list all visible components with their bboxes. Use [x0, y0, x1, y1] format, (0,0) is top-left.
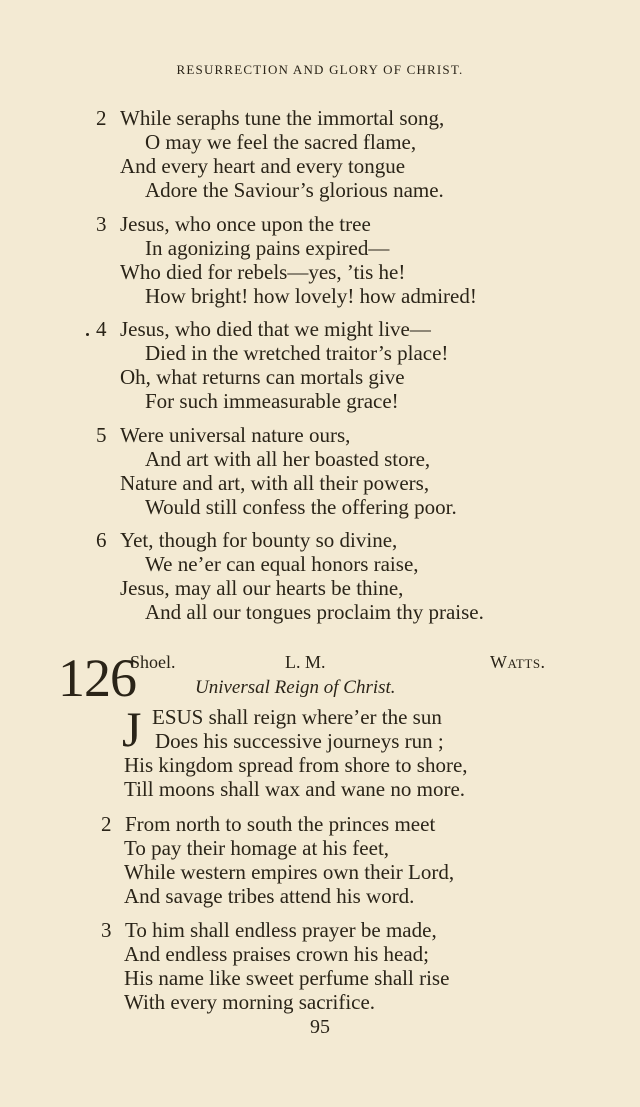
- verse-number: 4: [96, 317, 107, 341]
- verse-number: 3: [101, 918, 112, 942]
- hymn-number: 126: [58, 648, 136, 708]
- hymn-title: Universal Reign of Christ.: [195, 677, 396, 698]
- verse-line: ESUS shall reign where’er the sun: [152, 705, 442, 729]
- margin-mark: [86, 333, 89, 336]
- verse-line: How bright! how lovely! how admired!: [145, 284, 477, 308]
- verse-number: 5: [96, 423, 107, 447]
- tune-name: Shoel.: [130, 652, 176, 672]
- verse-line: O may we feel the sacred flame,: [145, 130, 417, 154]
- verse-line: To him shall endless prayer be made,: [125, 918, 437, 942]
- verse-line: And savage tribes attend his word.: [124, 884, 415, 908]
- verse-line: Oh, what returns can mortals give: [120, 365, 405, 389]
- verse-line: Were universal nature ours,: [120, 423, 351, 447]
- verse-line: Jesus, who died that we might live—: [120, 317, 431, 341]
- verse-line: And all our tongues proclaim thy praise.: [145, 600, 484, 624]
- verse-line: Does his successive journeys run ;: [155, 729, 444, 753]
- verse-line: Till moons shall wax and wane no more.: [124, 777, 466, 801]
- verse-line: And every heart and every tongue: [120, 154, 406, 178]
- author: Watts.: [490, 652, 546, 672]
- verse-line: Nature and art, with all their powers,: [120, 471, 430, 495]
- verse-line: His name like sweet perfume shall rise: [124, 966, 450, 990]
- verse-line: And art with all her boasted store,: [145, 447, 431, 471]
- verse-number: 6: [96, 528, 107, 552]
- verse-line: Jesus, who once upon the tree: [120, 212, 371, 236]
- verse-line: While seraphs tune the immortal song,: [120, 106, 445, 130]
- verse-line: From north to south the princes meet: [125, 812, 436, 836]
- verse-line: Died in the wretched traitor’s place!: [145, 341, 449, 365]
- verse-line: For such immeasurable grace!: [145, 389, 399, 413]
- running-head: RESURRECTION AND GLORY OF CHRIST.: [176, 62, 464, 77]
- verse-number: 3: [96, 212, 107, 236]
- meter: L. M.: [285, 652, 326, 672]
- verse-line: We ne’er can equal honors raise,: [145, 552, 419, 576]
- verse-line: While western empires own their Lord,: [124, 860, 455, 884]
- verse-line: His kingdom spread from shore to shore,: [124, 753, 468, 777]
- verse-number: 2: [96, 106, 107, 130]
- verse-number: 2: [101, 812, 112, 836]
- page-number: 95: [310, 1016, 330, 1038]
- verse-line: Adore the Saviour’s glorious name.: [145, 178, 444, 202]
- verse-line: Would still confess the offering poor.: [145, 495, 457, 519]
- verse-line: And endless praises crown his head;: [124, 942, 430, 966]
- verse-line: Who died for rebels—yes, ’tis he!: [120, 260, 406, 284]
- verse-line: Jesus, may all our hearts be thine,: [120, 576, 404, 600]
- verse-line: In agonizing pains expired—: [145, 236, 390, 260]
- verse-line: To pay their homage at his feet,: [124, 836, 390, 860]
- verse-line: With every morning sacrifice.: [124, 990, 376, 1014]
- drop-cap: J: [122, 701, 142, 757]
- verse-line: Yet, though for bounty so divine,: [120, 528, 398, 552]
